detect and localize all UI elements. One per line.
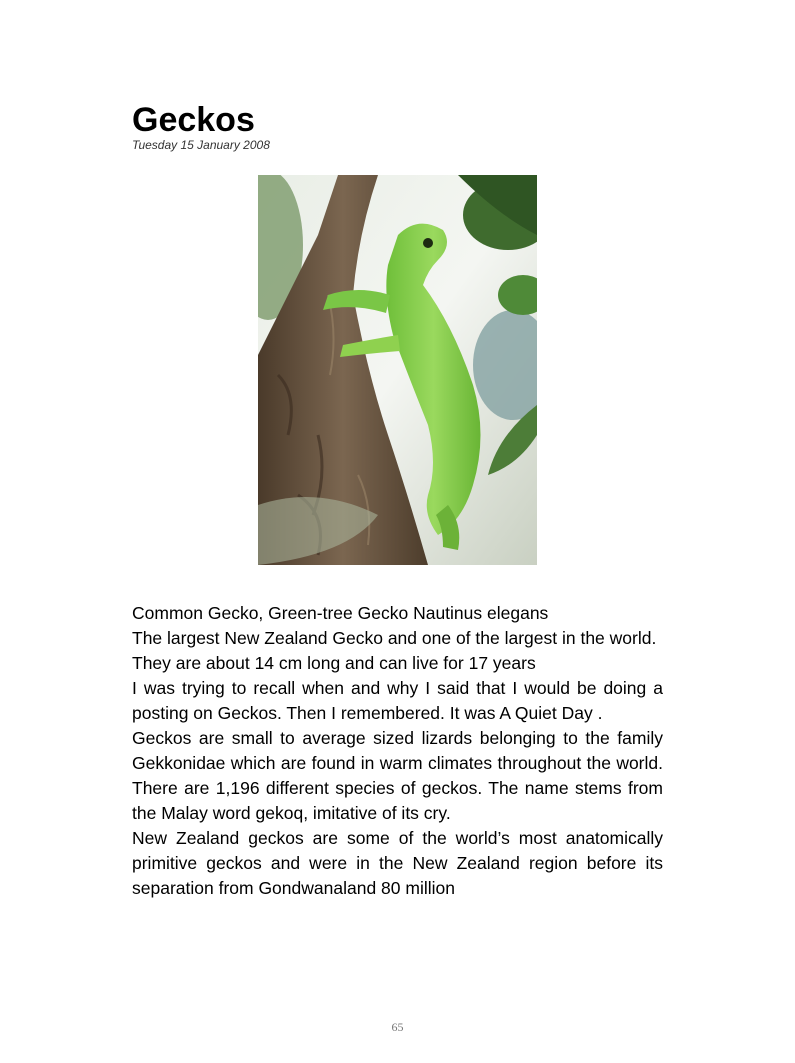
paragraph-family: Geckos are small to average sized lizards belonging to the family Gekkonidae which are found in warm climates throughout the world. There are 1,196 different species of geckos. The name stems from the Malay word gekoq, imitative of its cry. xyxy=(132,728,663,823)
paragraph-recall: I was trying to recall when and why I said that I would be doing a posting on Geckos. Then I remembered. It was A Quiet Day . xyxy=(132,678,663,723)
article-body xyxy=(132,601,663,901)
page-title: Geckos xyxy=(132,101,255,139)
gecko-photo xyxy=(258,175,537,565)
page-number: 65 xyxy=(391,1020,404,1034)
paragraph-new-zealand: New Zealand geckos are some of the world’s most anatomically primitive geckos and were in the New Zealand region before its separation from Gondwanaland 80 million xyxy=(132,828,663,898)
paragraph-size: They are about 14 cm long and can live for 17 years xyxy=(132,653,536,673)
paragraph-species: Common Gecko, Green-tree Gecko Nautinus elegans xyxy=(132,603,549,623)
post-date: Tuesday 15 January 2008 xyxy=(132,138,270,152)
paragraph-largest: The largest New Zealand Gecko and one of the largest in the world. xyxy=(132,628,657,648)
